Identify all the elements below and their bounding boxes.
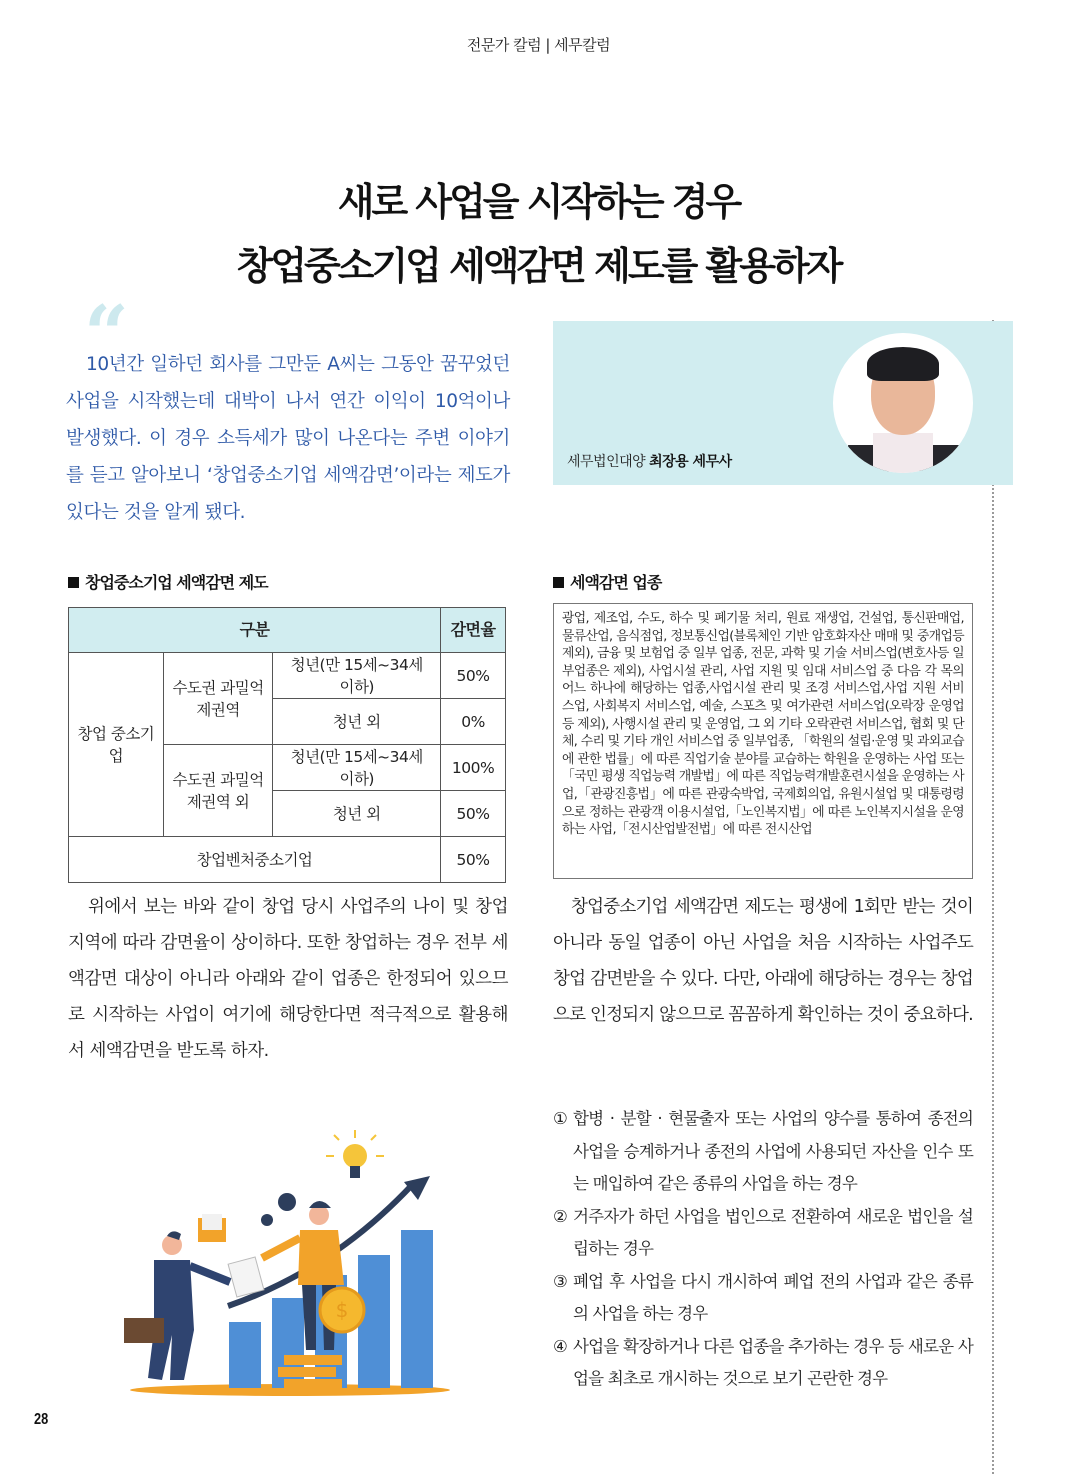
item-text: 사업을 확장하거나 다른 업종을 추가하는 경우 등 새로운 사업을 최초로 개시하는 것으로 보기 곤란한 경우 [573,1336,973,1388]
bar-1 [229,1322,261,1388]
list-item [553,1103,973,1201]
rate-cell: 0% [441,699,506,745]
intro-paragraph: 10년간 일하던 회사를 그만둔 A씨는 그동안 꿈꾸었던 사업을 시작했는데 대박이 나서 연간 이익이 10억이나 발생했다. 이 경우 소득세가 많이 나온다는 주변 이야기를 듣고 알아보니 ‘창업중소기업 세액감면’이라는 제도가 있다는 것을 알게 됐다. [66,354,510,523]
quote-open-icon: “ [84,289,129,380]
rate-cell: 50% [441,653,506,699]
exceptions-list [553,1103,973,1396]
item-text: 거주자가 하던 사업을 법인으로 전환하여 새로운 법인을 설립하는 경우 [573,1206,973,1258]
table-header-row [69,608,506,653]
bar-5 [401,1230,433,1388]
age-cell: 청년 외 [273,791,441,837]
column-divider [992,320,994,1474]
age-cell: 청년 외 [273,699,441,745]
svg-text:$: $ [335,1298,349,1322]
region-label: 수도권 과밀억제권역 외 [172,770,264,811]
table-row [69,653,506,699]
item-text: 합병 · 분할 · 현물출자 또는 사업의 양수를 통하여 종전의 사업을 승계하거나 종전의 사업에 사용되던 자산을 인수 또는 매입하여 같은 종류의 사업을 하는 경우 [573,1109,973,1193]
age-cell: 청년(만 15세~34세 이하) [273,745,441,791]
region-cell [163,653,273,745]
heading-text: 세액감면 업종 [570,573,662,592]
rate-cell: 50% [441,791,506,837]
circled-number: ① [553,1109,567,1128]
author-byline [567,451,732,471]
header-category: 구분 [69,608,441,653]
author-affiliation: 세무법인대양 [567,454,646,470]
rate-cell: 50% [441,837,506,883]
header-rate: 감면율 [441,608,506,653]
coin-icon [320,1288,364,1332]
author-card [553,321,1013,485]
business-growth-illustration [112,1110,458,1400]
industries-box: 광업, 제조업, 수도, 하수 및 폐기물 처리, 원료 재생업, 건설업, 통신판매업, 물류산업, 음식점업, 정보통신업(블록체인 기반 암호화자산 매매 및 중개업등제외), 금융 및 보험업 중 일부 업종, 전문, 과학 및 기술 서비스업(변호사등 일부업종은 제외), 사업시설 관리, 사업 지원 및 임대 서비스업 중 다음 각 목의 어느 하나에 해당하는 업종,사업시설 관리 및 조경 서비스업,사업 지원 서비스업, 사회복지 서비스업, 예술, 스포츠 및 여가관련 서비스업(오락장 운영업등 제외), 사행시설 관리 및 운영업, 그 외 기타 오락관련 서비스업, 협회 및 단체, 수리 및 기타 개인 서비스업 중 일부업종, 「학원의 설립·운영 및 과외교습에 관한 법률」에 따른 직업기술 분야를 교습하는 학원을 운영하는 사업 또는 「국민 평생 직업능력 개발법」에 따른 직업능력개발훈련시설을 운영하는 사업,「관광진흥법」에 따른 관광숙박업, 국제회의업, 유원시설업 및 대통령령으로 정하는 관광객 이용시설업,「노인복지법」에 따른 노인복지시설을 운영하는 사업,「전시산업발전법」에 따른 전시산업 [553,603,973,879]
list-item [553,1331,973,1396]
heading-text: 창업중소기업 세액감면 제도 [85,573,268,592]
businessman-figure [124,1231,230,1380]
section-label: 전문가 칼럼 | 세무칼럼 [466,36,611,54]
square-bullet-icon [68,577,79,588]
rate-cell: 100% [441,745,506,791]
lightbulb-icon [326,1130,384,1178]
page-title [0,170,1077,298]
gear-icon [261,1193,296,1226]
circled-number: ② [553,1206,567,1226]
list-item [553,1266,973,1331]
envelope-icon [198,1214,226,1242]
relief-table-heading [68,570,268,593]
hair-shape [867,347,939,381]
age-cell: 청년(만 15세~34세 이하) [273,653,441,699]
title-line-1: 새로 사업을 시작하는 경우 [337,180,740,224]
title-line-2: 창업중소기업 세액감면 제도를 활용하자 [236,244,841,288]
body-paragraph-left: 위에서 보는 바와 같이 창업 당시 사업주의 나이 및 창업지역에 따라 감면율이 상이하다. 또한 창업하는 경우 전부 세액감면 대상이 아니라 아래와 같이 업종은 한정되어 있으므로 시작하는 사업이 여기에 해당한다면 적극적으로 활용해서 세액감면을 받도록 하자. [68,897,508,1061]
group-cell [69,653,164,837]
region-label: 수도권 과밀억제권역 [172,678,264,719]
author-name: 최장용 세무사 [649,454,732,470]
region-cell [163,745,273,837]
body-paragraph-right: 창업중소기업 세액감면 제도는 평생에 1회만 받는 것이 아니라 동일 업종이 아닌 사업을 처음 시작하는 사업주도 창업 감면받을 수 있다. 다만, 아래에 해당하는 경우는 창업으로 인정되지 않으므로 꼼꼼하게 확인하는 것이 중요하다. [553,897,973,1025]
item-text: 폐업 후 사업을 다시 개시하여 폐업 전의 사업과 같은 종류의 사업을 하는 경우 [573,1271,973,1323]
circled-number: ③ [553,1271,567,1291]
bar-4 [358,1255,390,1388]
group-label: 창업 중소기업 [77,724,155,765]
circled-number: ④ [553,1336,567,1356]
list-item [553,1201,973,1266]
venture-cell: 창업벤처중소기업 [69,837,441,883]
document-icon [228,1257,264,1297]
page-number: 28 [34,1411,49,1428]
industries-heading [553,570,661,593]
shirt-shape [873,433,933,473]
coin-stack-icon [278,1355,342,1389]
square-bullet-icon [553,577,564,588]
table-row [69,837,506,883]
author-photo [833,333,973,473]
relief-rate-table [68,607,506,883]
